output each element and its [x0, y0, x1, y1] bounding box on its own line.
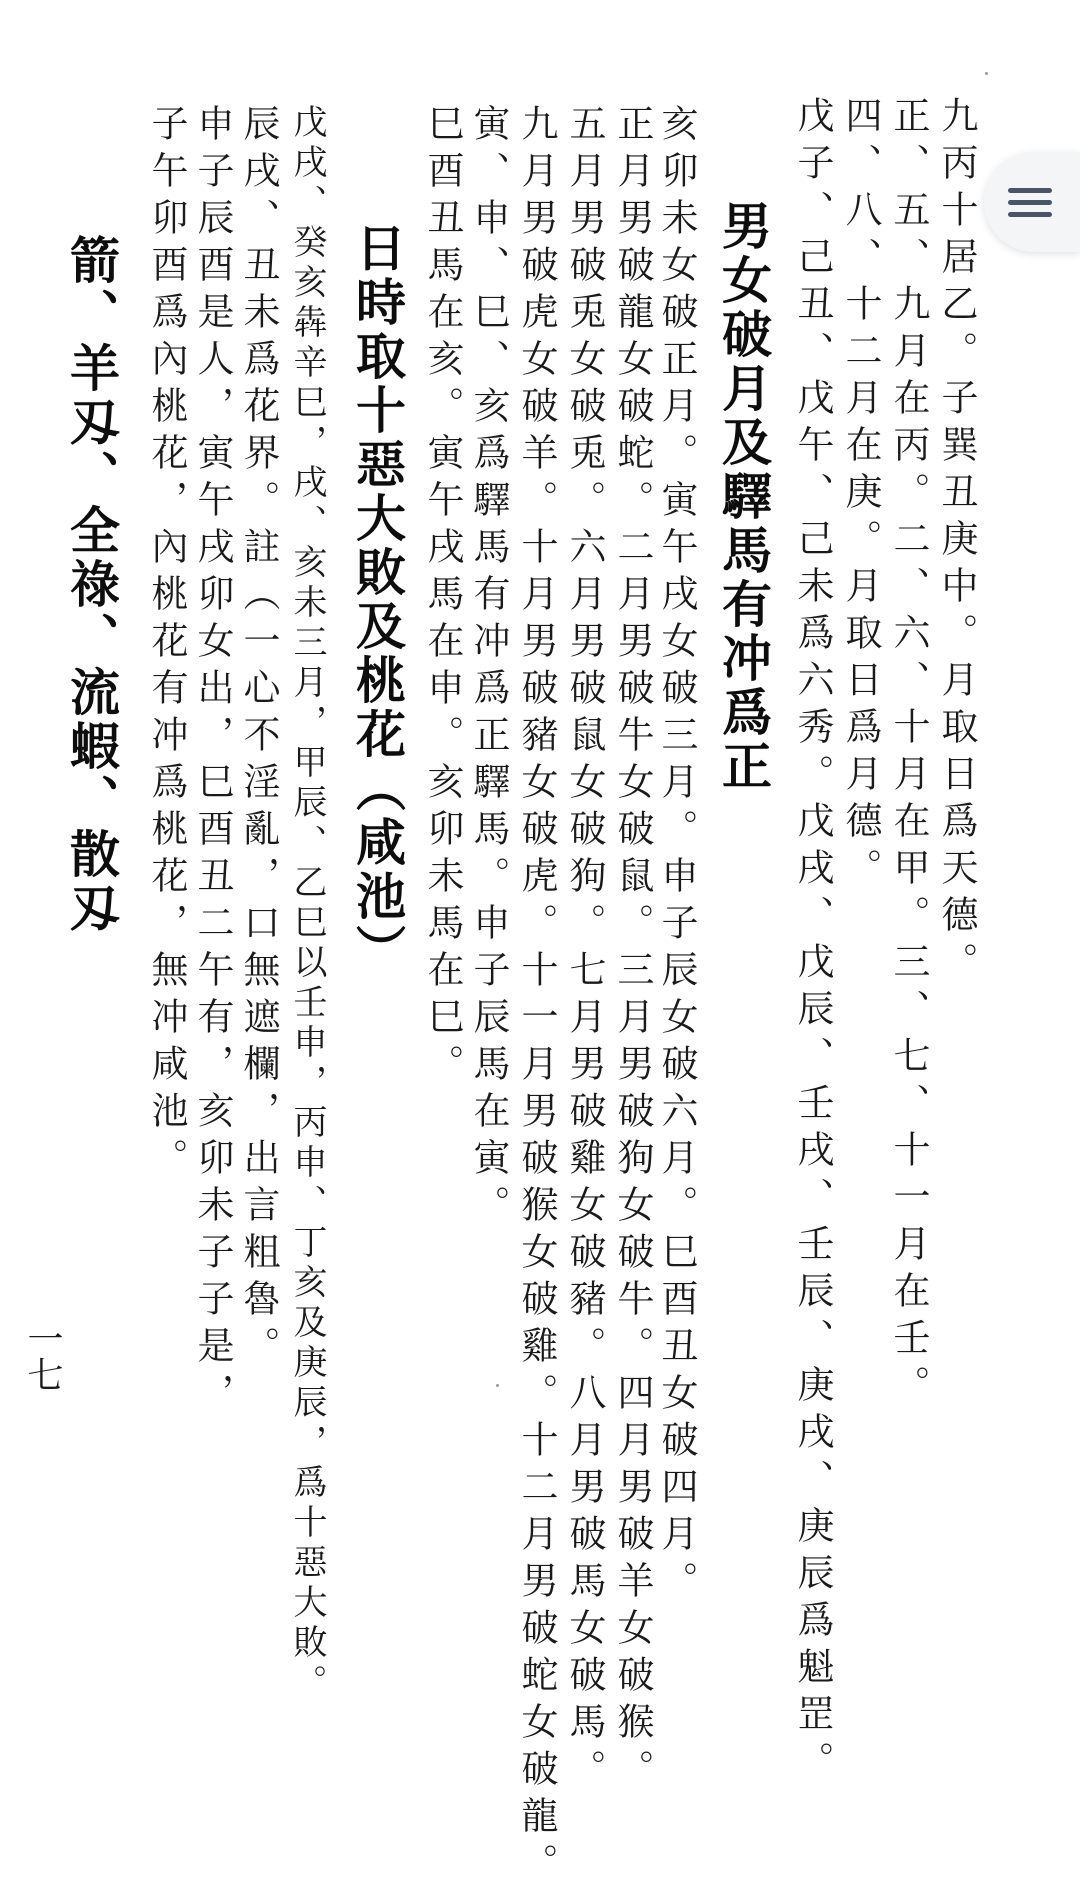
section1-column-3: 五月男破兎女破兎。六月男破鼠女破狗。七月男破雞女破豬。八月男破馬女破馬。	[563, 104, 606, 1796]
text-column-3: 四、八、十二月在庚。月取日爲月德。	[839, 96, 882, 895]
section-heading-po-yue-yi-ma: 男女破月及驛馬有冲爲正	[714, 200, 772, 794]
section2-column-3: 申子辰酉是人，寅午戌卯女出，巳酉丑二午有，亥卯未子子是，	[191, 104, 234, 1420]
section1-column-5: 寅、申、巳、亥爲驛馬有冲爲正驛馬。申子辰馬在寅。	[467, 104, 510, 1232]
text-column-2: 正、五、九月在丙。二、六、十月在甲。三、七、十一月在壬。	[887, 96, 930, 1412]
hamburger-menu-icon	[1008, 188, 1052, 218]
section-heading-shi-e-da-bai: 日時取十惡大敗及桃花（咸池）	[348, 222, 406, 978]
page-number: 一七	[22, 1320, 63, 1392]
section1-column-1: 亥卯未女破正月。寅午戌女破三月。申子辰女破六月。巳酉丑女破四月。	[655, 104, 698, 1608]
section1-column-4: 九月男破虎女破羊。十月男破豬女破虎。十一月男破猴女破雞。十二月男破蛇女破龍。	[515, 104, 558, 1890]
scan-speck	[496, 1384, 499, 1387]
section1-column-2: 正月男破龍女破蛇。二月男破牛女破鼠。三月男破狗女破牛。四月男破羊女破猴。	[611, 104, 654, 1796]
section2-column-1: 戊戌、癸亥犇辛巳，戌、亥未三月，甲辰、乙巳以壬申，丙申、丁亥及庚辰，爲十惡大敗。	[287, 104, 327, 1704]
section2-column-2: 辰戌、丑未爲花界。註（一心不淫亂，口無遮欄，出言粗魯。	[237, 104, 280, 1373]
section1-column-6: 巳酉丑馬在亥。寅午戌馬在申。亥卯未馬在巳。	[421, 104, 464, 1091]
text-column-4: 戊子、己丑、戊午、己未爲六秀。戊戌、戊辰、壬戌、壬辰、庚戌、庚辰爲魁罡。	[791, 96, 834, 1788]
text-column-1: 九丙十居乙。子巽丑庚中。月取日爲天德。	[935, 96, 978, 989]
floating-menu-button[interactable]	[984, 152, 1080, 252]
scan-speck	[985, 72, 988, 75]
section2-column-4: 子午卯酉爲內桃花，內桃花有冲爲桃花，無冲咸池。	[145, 104, 188, 1185]
section-heading-jian-yang-ren: 箭、羊刄、全祿、流蝦、散刄	[62, 234, 120, 936]
